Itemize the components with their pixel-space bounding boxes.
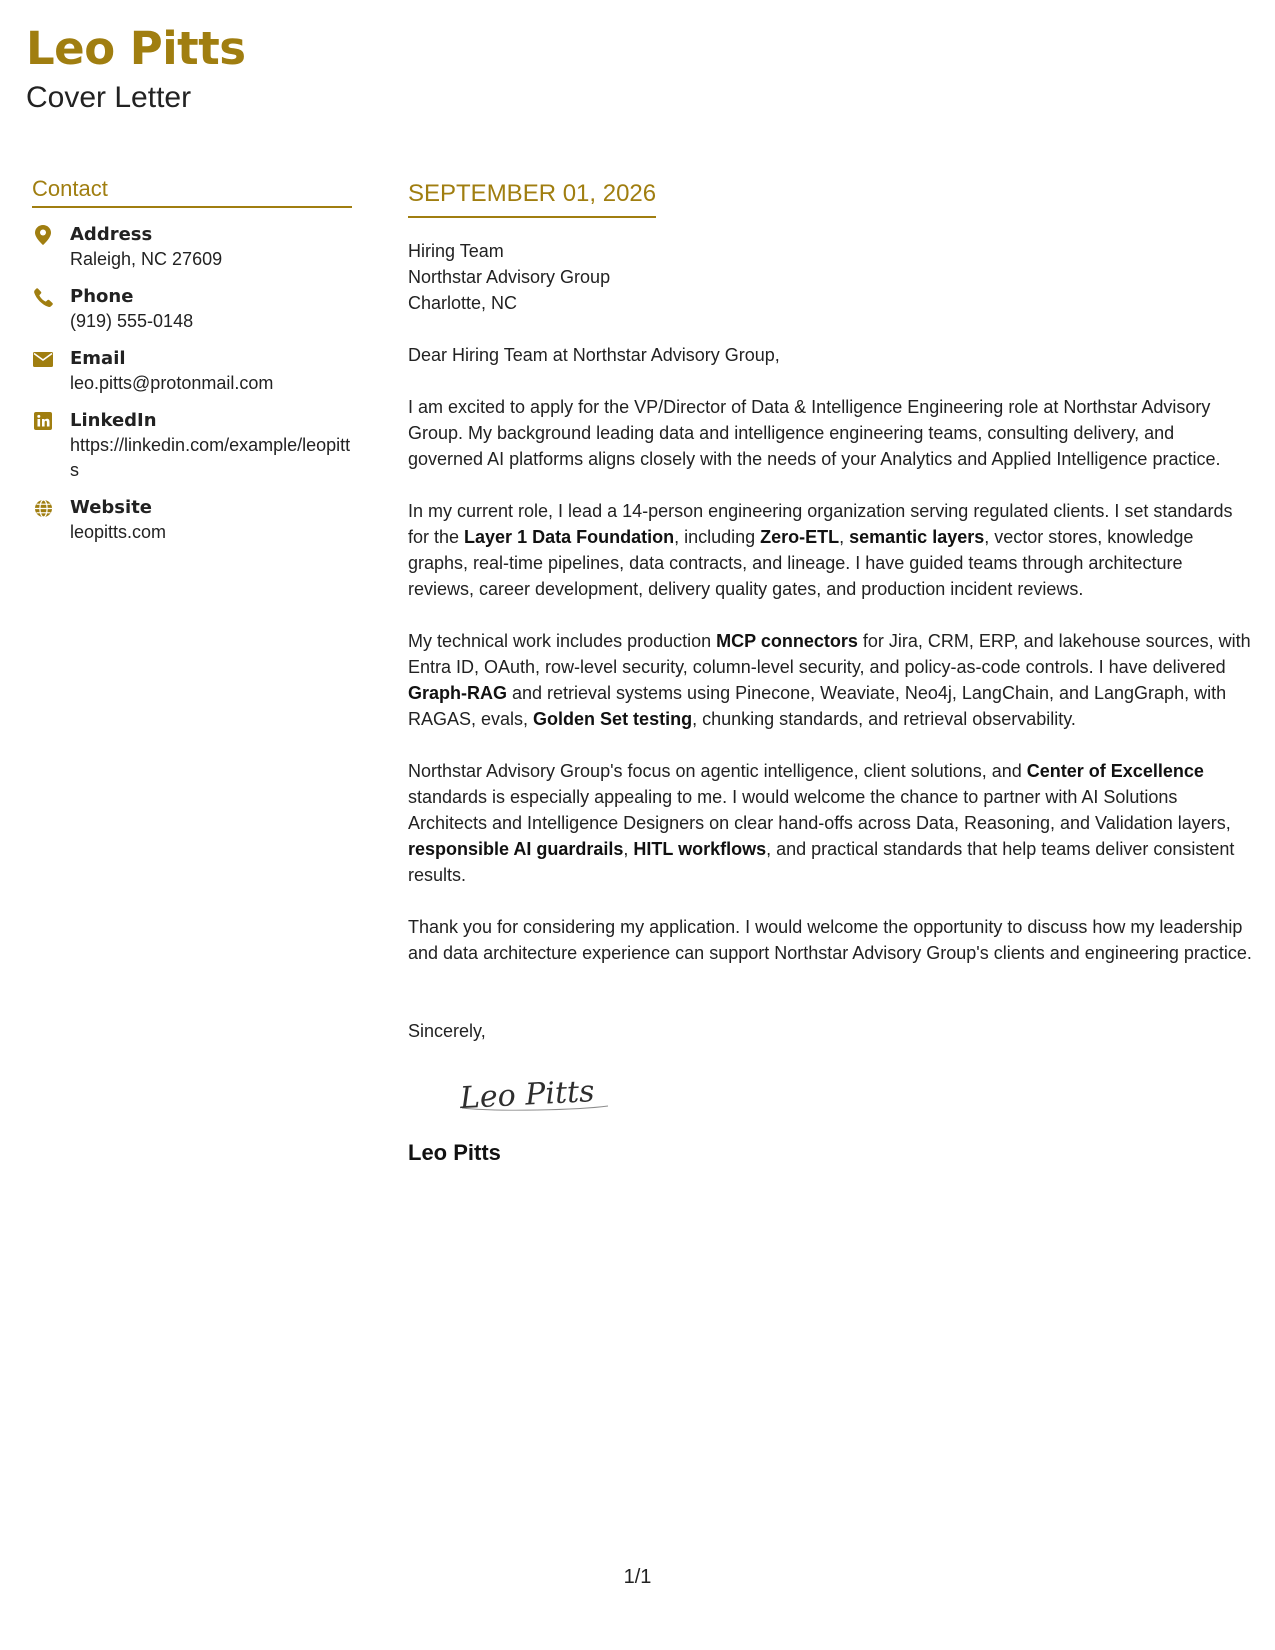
phone-icon <box>32 286 54 308</box>
envelope-icon <box>32 348 54 370</box>
paragraph-text: I am excited to apply for the VP/Director of Data & Intelligence Engineering role at Northstar Advisory Group. My background leading data and intelligence engineering teams, consulting delivery, and governed AI platforms aligns closely with the needs of your Analytics and Applied Intelligence practice. <box>408 397 1221 469</box>
document-type: Cover Letter <box>26 81 192 114</box>
emphasis-text: responsible AI guardrails <box>408 839 624 859</box>
candidate-name: Leo Pitts <box>26 22 246 75</box>
contact-phone <box>32 284 352 334</box>
contact-label: Email <box>70 348 126 369</box>
page-number: 1/1 <box>623 1566 652 1588</box>
contact-label: Phone <box>70 286 134 307</box>
contact-label: LinkedIn <box>70 410 157 431</box>
contact-label: Address <box>70 224 153 245</box>
recipient-line: Northstar Advisory Group <box>408 267 611 287</box>
paragraph-text: Thank you for considering my application. I would welcome the opportunity to discuss how my leadership and data architecture experience can support Northstar Advisory Group's clients and engineering practice. <box>408 917 1252 963</box>
letter-body <box>408 178 1253 1166</box>
signer-name: Leo Pitts <box>408 1140 501 1165</box>
svg-text:Leo Pitts: Leo Pitts <box>459 1074 596 1117</box>
salutation: Dear Hiring Team at Northstar Advisory Group, <box>408 345 780 365</box>
closing: Sincerely, <box>408 1021 486 1041</box>
contact-website <box>32 495 352 545</box>
paragraph-text: , chunking standards, and retrieval observability. <box>692 709 1076 729</box>
paragraph-text: standards is especially appealing to me. I would welcome the chance to partner with AI Solutions Architects and Intelligence Designers on clear hand-offs across Data, Reasoning, and Validation layers, <box>408 787 1231 833</box>
paragraph-text: for Jira, CRM, ERP, and lakehouse sources, with Entra ID, OAuth, row-level security, column-level security, and policy-as-code controls. I have delivered <box>408 631 1251 677</box>
paragraph-text: , and practical standards that help teams deliver consistent results. <box>408 839 1235 885</box>
paragraph-text: Northstar Advisory Group's focus on agentic intelligence, client solutions, and <box>408 761 1027 781</box>
handwritten-signature <box>458 1066 628 1118</box>
contact-address <box>32 222 352 272</box>
paragraph-text: , vector stores, knowledge graphs, real-time pipelines, data contracts, and lineage. I have guided teams through architecture reviews, career development, delivery quality gates, and production incident reviews. <box>408 527 1194 599</box>
emphasis-text: Zero-ETL <box>760 527 840 547</box>
body-paragraph <box>408 498 1253 602</box>
recipient-line: Charlotte, NC <box>408 293 518 313</box>
recipient-line: Hiring Team <box>408 241 504 261</box>
paragraph-text: In my current role, I lead a 14-person engineering organization serving regulated clients. I set standards for the <box>408 501 1233 547</box>
emphasis-text: Layer 1 Data Foundation <box>464 527 675 547</box>
emphasis-text: semantic layers <box>849 527 985 547</box>
paragraph-text: , <box>623 839 634 859</box>
contact-value: leo.pitts@protonmail.com <box>70 373 274 393</box>
contact-value: https://linkedin.com/example/leopitts <box>70 435 351 480</box>
contact-heading: Contact <box>32 176 352 208</box>
emphasis-text: MCP connectors <box>716 631 858 651</box>
contact-linkedin <box>32 408 352 483</box>
recipient-block <box>408 238 1253 316</box>
emphasis-text: Golden Set testing <box>533 709 693 729</box>
body-paragraph <box>408 914 1253 966</box>
emphasis-text: Graph-RAG <box>408 683 507 703</box>
paragraph-text: , including <box>674 527 761 547</box>
paragraph-text: , <box>839 527 850 547</box>
contact-value: Raleigh, NC 27609 <box>70 249 223 269</box>
contact-email <box>32 346 352 396</box>
paragraph-text: My technical work includes production <box>408 631 717 651</box>
linkedin-icon <box>32 410 54 432</box>
body-paragraph <box>408 628 1253 732</box>
contact-value: (919) 555-0148 <box>70 311 194 331</box>
map-pin-icon <box>32 224 54 246</box>
body-paragraph <box>408 758 1253 888</box>
globe-icon <box>32 497 54 519</box>
paragraph-text: and retrieval systems using Pinecone, Weaviate, Neo4j, LangChain, and LangGraph, with RAGAS, evals, <box>408 683 1227 729</box>
letter-date: SEPTEMBER 01, 2026 <box>408 178 656 218</box>
emphasis-text: Center of Excellence <box>1026 761 1204 781</box>
contact-value: leopitts.com <box>70 522 167 542</box>
emphasis-text: HITL workflows <box>633 839 767 859</box>
contact-sidebar <box>32 176 352 557</box>
contact-label: Website <box>70 497 153 518</box>
body-paragraph <box>408 394 1253 472</box>
